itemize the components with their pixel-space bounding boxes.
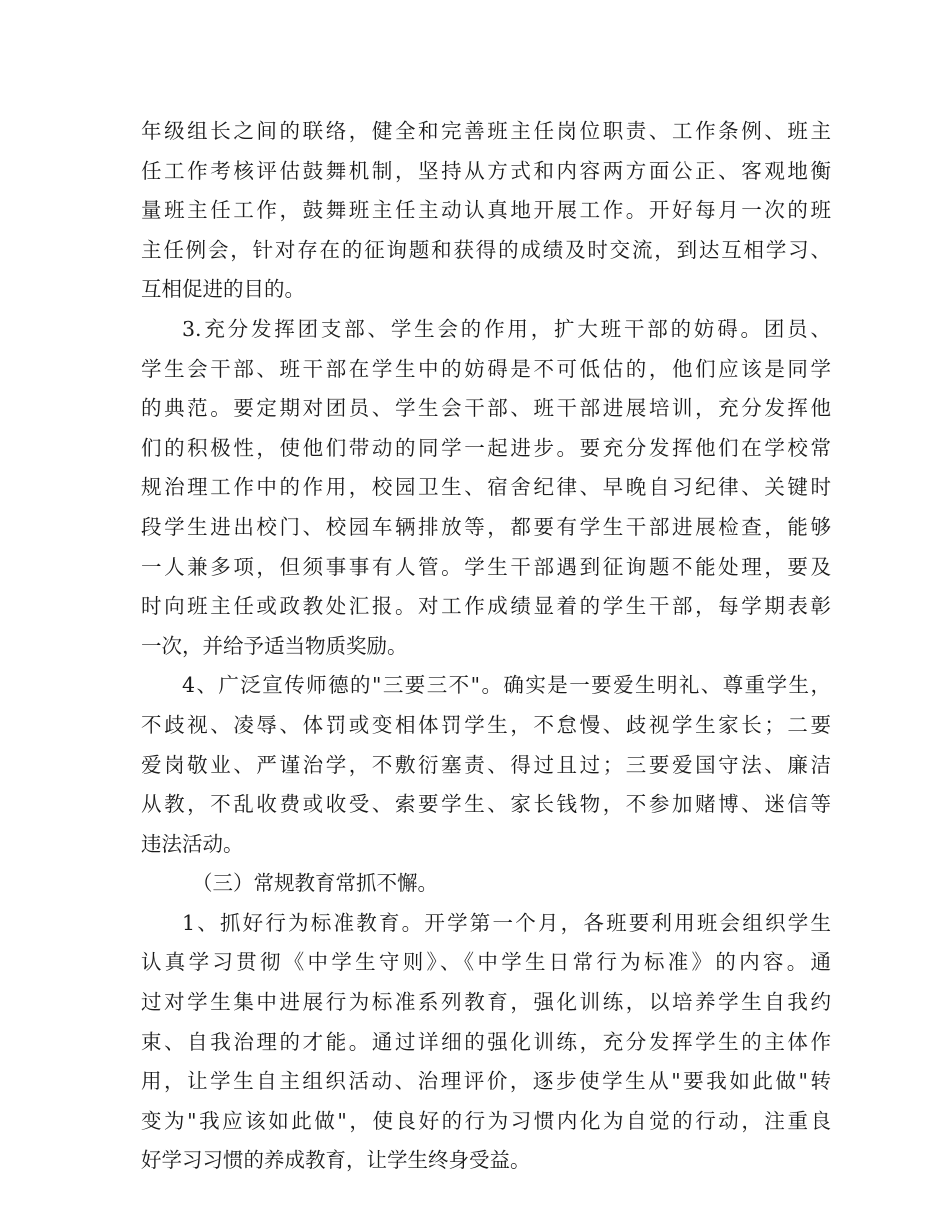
text-line: 任工作考核评估鼓舞机制，坚持从方式和内容两方面公正、客观地衡 xyxy=(141,158,831,183)
text-line: 1、抓好行为标准教育。开学第一个月，各班要利用班会组织学生 xyxy=(182,910,831,935)
section-heading: （三）常规教育常抓不懈。 xyxy=(192,871,438,896)
text-line: 一次，并给予适当物质奖励。 xyxy=(141,633,408,658)
section-heading-routine-education xyxy=(141,864,831,904)
paragraph-teacher-ethics xyxy=(141,666,831,864)
text-line: 3.充分发挥团支部、学生会的作用，扩大班干部的妨碍。团员、 xyxy=(182,316,831,341)
text-line: 规治理工作中的作用，校园卫生、宿舍纪律、早晚自习纪律、关键时 xyxy=(141,475,831,500)
text-line: 量班主任工作，鼓舞班主任主动认真地开展工作。开好每月一次的班 xyxy=(141,198,831,223)
text-line: 爱岗敬业、严谨治学，不敷衍塞责、得过且过；三要爱国守法、廉洁 xyxy=(141,752,831,777)
text-line: 从教，不乱收费或收受、索要学生、家长钱物，不参加赌博、迷信等 xyxy=(141,792,831,817)
text-line: 段学生进出校门、校园车辆排放等，都要有学生干部进展检查，能够 xyxy=(141,514,831,539)
text-line: 过对学生集中进展行为标准系列教育，强化训练，以培养学生自我约 xyxy=(141,990,831,1015)
text-line: 违法活动。 xyxy=(141,831,244,856)
text-line: 4、广泛宣传师德的"三要三不"。确实是一要爱生明礼、尊重学生， xyxy=(182,673,831,698)
text-line: 一人兼多项，但须事事有人管。学生干部遇到征询题不能处理，要及 xyxy=(141,554,831,579)
text-line: 互相促进的目的。 xyxy=(141,277,305,302)
paragraph-class-teacher-liaison xyxy=(141,112,831,310)
text-line: 主任例会，针对存在的征询题和获得的成绩及时交流，到达互相学习、 xyxy=(141,237,831,262)
paragraph-behavior-standards xyxy=(141,904,831,1181)
text-line: 好学习习惯的养成教育，让学生终身受益。 xyxy=(141,1148,531,1173)
paragraph-student-cadres xyxy=(141,310,831,666)
text-line: 变为"我应该如此做"，使良好的行为习惯内化为自觉的行动，注重良 xyxy=(141,1108,831,1133)
text-line: 不歧视、凌辱、体罚或变相体罚学生，不怠慢、歧视学生家长；二要 xyxy=(141,712,831,737)
document-body xyxy=(141,112,831,1181)
text-line: 认真学习贯彻《中学生守则》、《中学生日常行为标准》的内容。通 xyxy=(141,950,831,975)
text-line: 时向班主任或政教处汇报。对工作成绩显着的学生干部，每学期表彰 xyxy=(141,594,831,619)
text-line: 束、自我治理的才能。通过详细的强化训练，充分发挥学生的主体作 xyxy=(141,1029,831,1054)
text-line: 学生会干部、班干部在学生中的妨碍是不可低估的，他们应该是同学 xyxy=(141,356,831,381)
text-line: 的典范。要定期对团员、学生会干部、班干部进展培训，充分发挥他 xyxy=(141,396,831,421)
text-line: 年级组长之间的联络，健全和完善班主任岗位职责、工作条例、班主 xyxy=(141,119,831,143)
text-line: 们的积极性，使他们带动的同学一起进步。要充分发挥他们在学校常 xyxy=(141,435,831,460)
text-line: 用，让学生自主组织活动、治理评价，逐步使学生从"要我如此做"转 xyxy=(141,1069,831,1094)
